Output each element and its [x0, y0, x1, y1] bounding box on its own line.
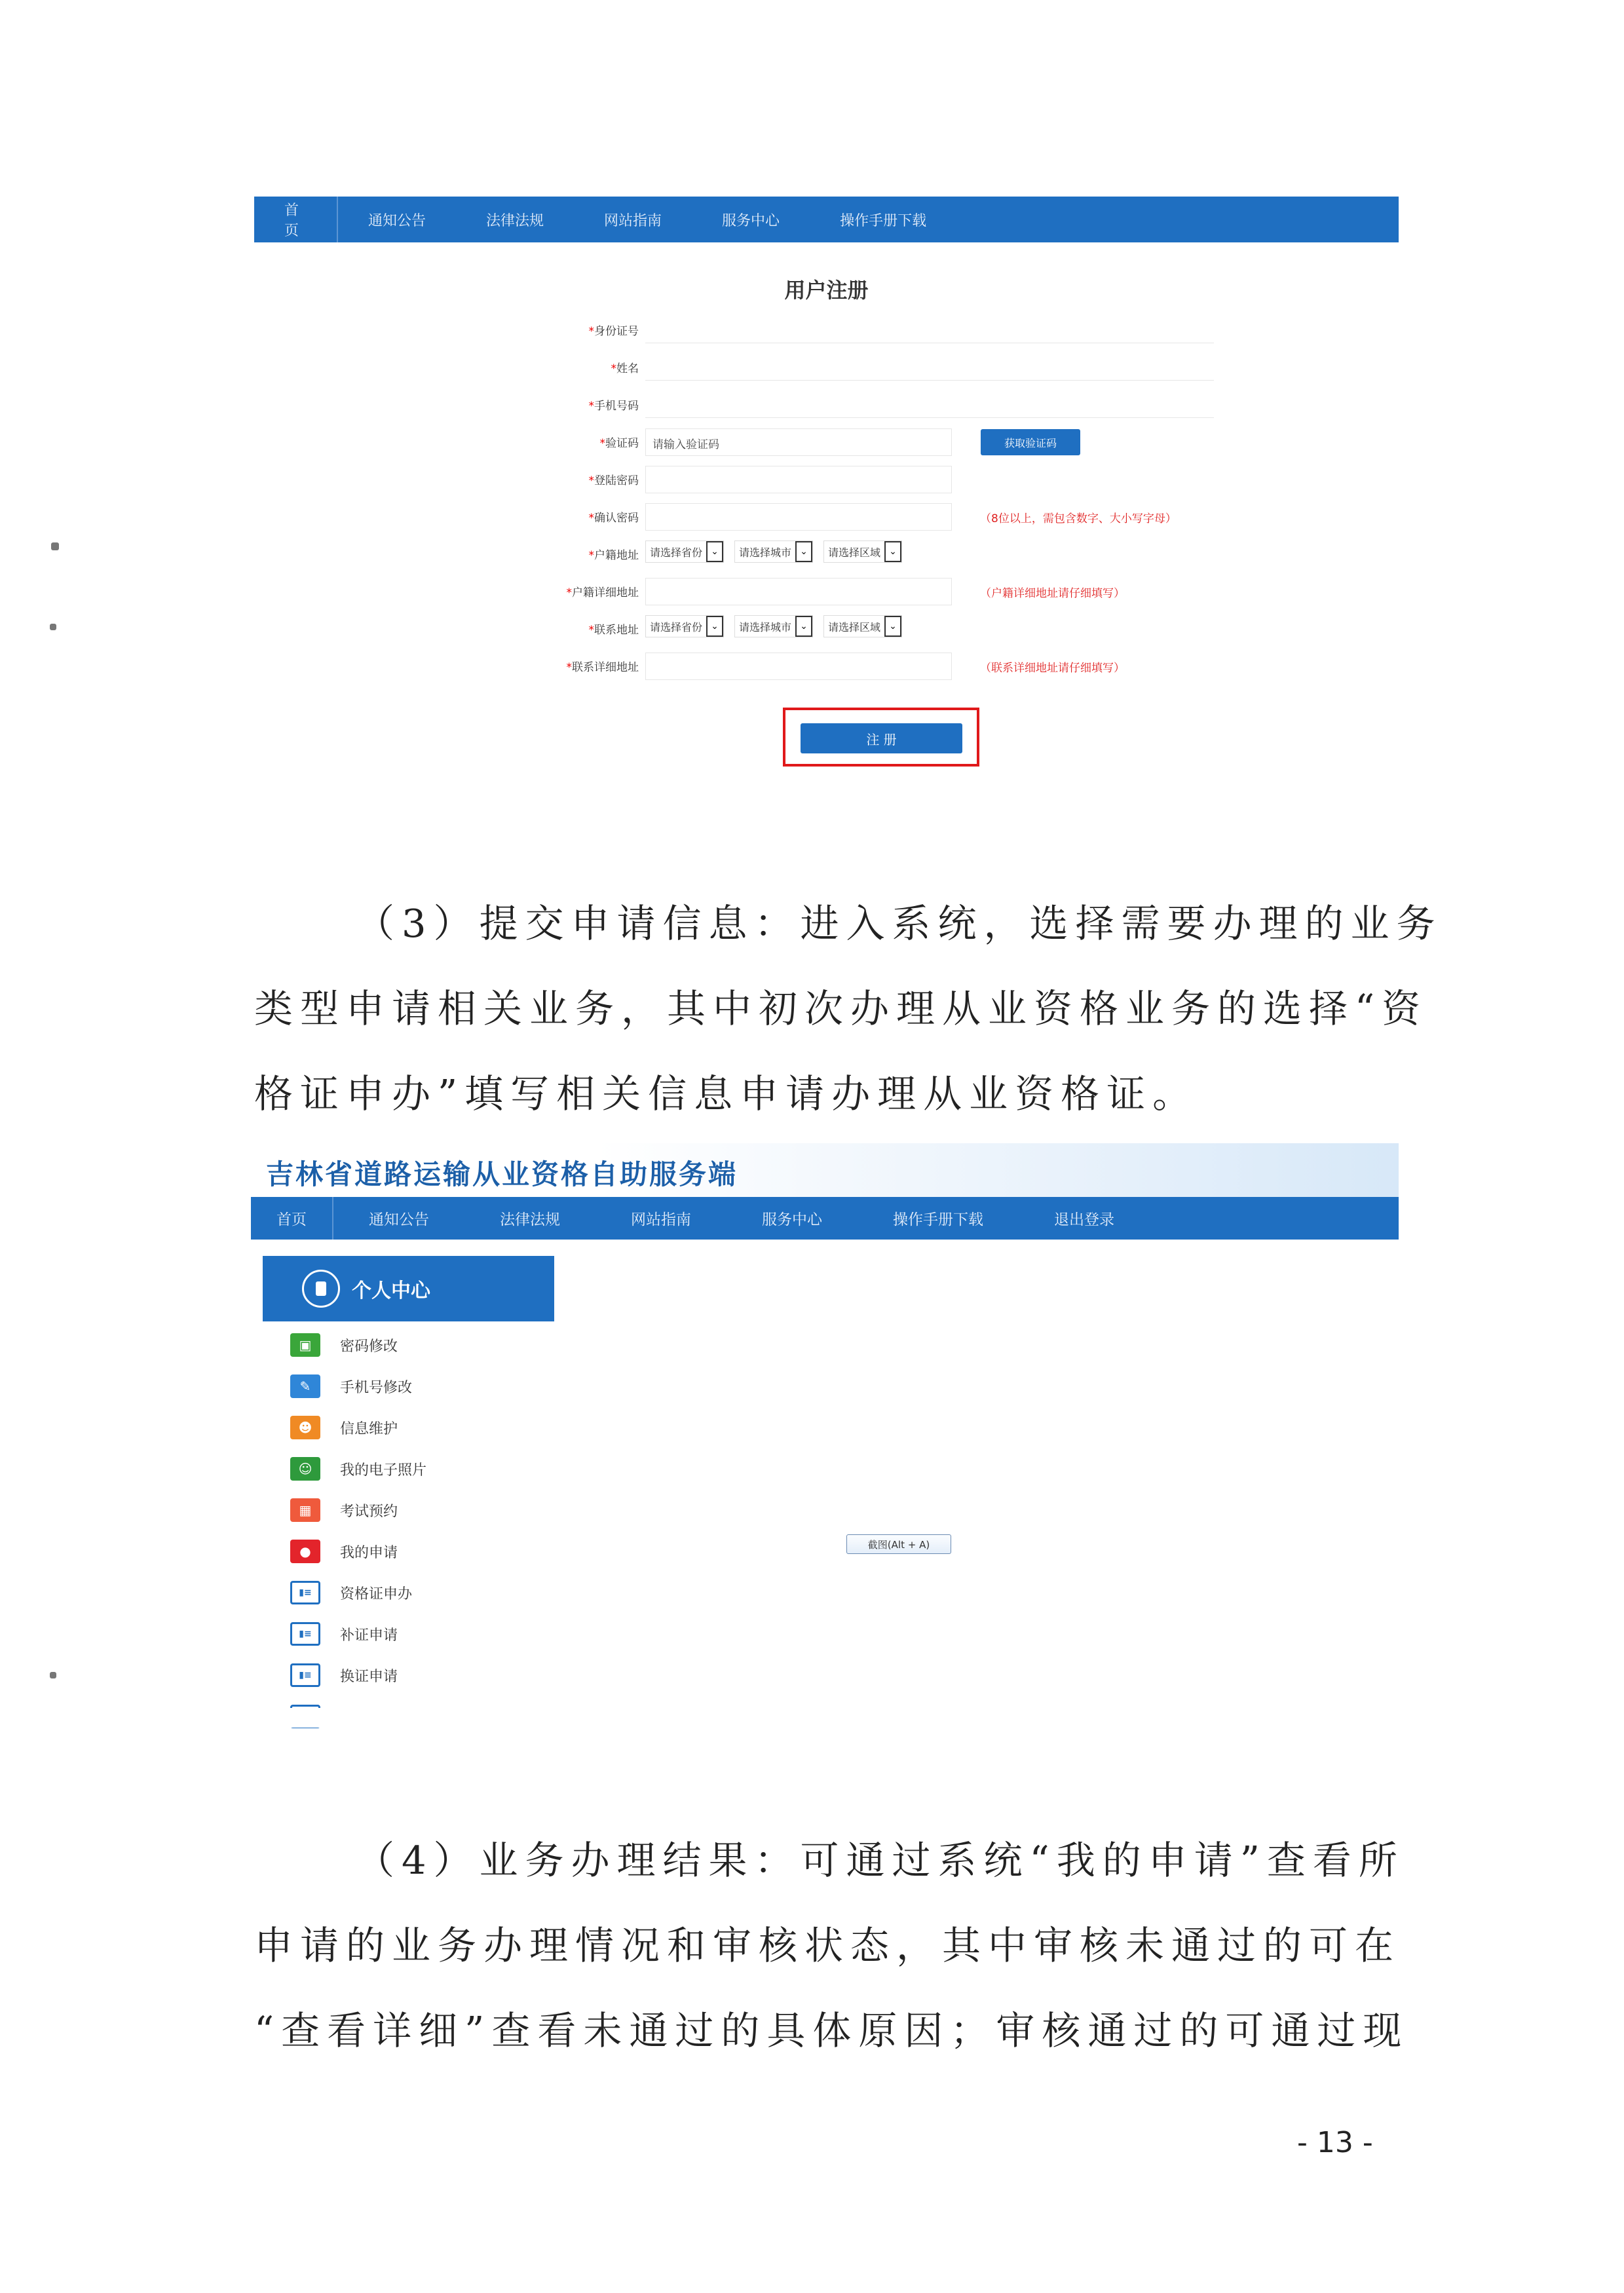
nav-laws[interactable]: 法律法规: [500, 1211, 560, 1228]
id-card-icon: ▮≡: [290, 1663, 320, 1687]
edit-icon: ✎: [290, 1374, 320, 1398]
verification-code-input[interactable]: [645, 428, 952, 456]
district-select[interactable]: 请选择区域 ⌄: [823, 540, 902, 563]
top-nav-bar: [251, 1197, 1399, 1240]
scan-speck: [51, 542, 59, 550]
registration-screenshot: [254, 197, 1399, 786]
field-label: *户籍地址: [588, 549, 639, 562]
household-detail-hint: （户籍详细地址请仔细填写）: [980, 587, 1125, 600]
sidebar-item-label: 密码修改: [340, 1338, 398, 1355]
id-card-icon: ▮≡: [290, 1581, 320, 1604]
form-row-id-number: [254, 316, 1399, 343]
scan-speck: [50, 624, 56, 630]
id-number-input[interactable]: [645, 316, 1214, 343]
sidebar-item-info[interactable]: [290, 1414, 398, 1441]
paragraph-line: 格证申办”填写相关信息申请办理从业资格证。: [254, 1071, 1199, 1116]
paragraph-line: “查看详细”查看未通过的具体原因；审核通过的可通过现: [254, 2008, 1409, 2053]
nav-manual-download[interactable]: 操作手册下载: [840, 212, 927, 229]
nav-notices[interactable]: 通知公告: [368, 212, 426, 229]
form-row-household-detail: [254, 578, 1399, 604]
nav-notices[interactable]: 通知公告: [369, 1211, 429, 1228]
nav-guide[interactable]: 网站指南: [631, 1211, 691, 1228]
nav-service-center[interactable]: 服务中心: [762, 1211, 822, 1228]
form-row-contact-address: [254, 615, 1399, 641]
id-card-icon: ▮≡: [290, 1622, 320, 1646]
bell-icon: ●: [290, 1540, 320, 1563]
sidebar-item-label: 换证申请: [340, 1668, 398, 1685]
district-select[interactable]: 请选择区域 ⌄: [823, 615, 902, 637]
password-hint: （8位以上，需包含数字、大小写字母）: [980, 512, 1177, 525]
sidebar-item-exam[interactable]: [290, 1497, 398, 1523]
sidebar-item-reissue[interactable]: [290, 1621, 398, 1647]
form-row-password: [254, 466, 1399, 492]
name-input[interactable]: [645, 354, 1214, 381]
person-icon: ☺: [290, 1457, 320, 1481]
form-row-contact-detail: [254, 653, 1399, 679]
people-icon: ☻: [290, 1416, 320, 1439]
system-title: 吉林省道路运输从业资格自助服务端: [266, 1158, 738, 1190]
sidebar-item-phone[interactable]: [290, 1373, 412, 1399]
nav-service-center[interactable]: 服务中心: [722, 212, 780, 229]
chevron-down-icon: ⌄: [706, 541, 723, 562]
register-button[interactable]: 注 册: [801, 723, 962, 753]
user-center-icon: [302, 1270, 340, 1308]
nav-home[interactable]: 首页: [251, 1197, 333, 1240]
form-title: 用户注册: [784, 278, 869, 303]
phone-input[interactable]: [645, 391, 1214, 418]
scan-speck: [50, 1672, 56, 1678]
sidebar-item-my-applications[interactable]: [290, 1538, 398, 1564]
chevron-down-icon: ⌄: [884, 616, 901, 637]
confirm-password-input[interactable]: [645, 503, 952, 531]
get-code-button[interactable]: 获取验证码: [981, 429, 1080, 455]
form-row-household-address: [254, 540, 1399, 567]
nav-laws[interactable]: 法律法规: [486, 212, 544, 229]
province-select[interactable]: 请选择省份 ⌄: [645, 615, 724, 637]
page-number: - 13 -: [1297, 2126, 1373, 2159]
field-label: *户籍详细地址: [566, 586, 639, 599]
household-detail-input[interactable]: [645, 578, 952, 605]
sidebar-item-label: 考试预约: [340, 1503, 398, 1520]
field-label: *联系地址: [588, 624, 639, 637]
city-select[interactable]: 请选择城市 ⌄: [734, 540, 813, 563]
form-row-name: [254, 354, 1399, 380]
chevron-down-icon: ⌄: [884, 541, 901, 562]
sidebar-item-label: 资格证申办: [340, 1585, 413, 1602]
field-label: *登陆密码: [588, 474, 639, 487]
contact-detail-input[interactable]: [645, 653, 952, 680]
chevron-down-icon: ⌄: [706, 616, 723, 637]
password-input[interactable]: [645, 466, 952, 493]
sidebar-item-photo[interactable]: [290, 1456, 426, 1482]
nav-guide[interactable]: 网站指南: [604, 212, 662, 229]
sidebar-item-label: 我的电子照片: [340, 1462, 427, 1479]
field-label: *身份证号: [588, 325, 639, 338]
paragraph-line: （4）业务办理结果：可通过系统“我的申请”查看所: [356, 1838, 1405, 1883]
sidebar-item-label: 我的申请: [340, 1544, 398, 1561]
field-label: *联系详细地址: [566, 661, 639, 674]
field-label: *手机号码: [588, 400, 639, 413]
calendar-icon: ▦: [290, 1498, 320, 1522]
personal-center-header[interactable]: [263, 1256, 554, 1321]
nav-logout[interactable]: 退出登录: [1054, 1211, 1114, 1228]
lock-icon: ▣: [290, 1333, 320, 1357]
paragraph-line: （3）提交申请信息：进入系统，选择需要办理的业务: [356, 901, 1443, 946]
sidebar-item-password[interactable]: [290, 1332, 398, 1358]
chevron-down-icon: ⌄: [795, 616, 812, 637]
crop-edge: [251, 1708, 1399, 1728]
field-label: *确认密码: [588, 512, 639, 525]
paragraph-step-4: [254, 1818, 1407, 2074]
nav-manual-download[interactable]: 操作手册下载: [893, 1211, 983, 1228]
portal-screenshot: [251, 1143, 1399, 1720]
form-row-verification-code: [254, 428, 1399, 455]
verification-code-placeholder: 请输入验证码: [652, 438, 719, 451]
contact-detail-hint: （联系详细地址请仔细填写）: [980, 662, 1125, 675]
paragraph-line: 类型申请相关业务，其中初次办理从业资格业务的选择“资: [254, 986, 1428, 1031]
form-row-confirm-password: [254, 503, 1399, 529]
province-select[interactable]: 请选择省份 ⌄: [645, 540, 724, 563]
sidebar-item-label: 信息维护: [340, 1420, 398, 1437]
sidebar-item-renewal[interactable]: [290, 1662, 398, 1688]
screenshot-tooltip: 截图(Alt + A): [846, 1534, 951, 1554]
chevron-down-icon: ⌄: [795, 541, 812, 562]
field-label: *验证码: [599, 437, 639, 450]
sidebar-item-certificate-apply[interactable]: [290, 1580, 412, 1606]
top-nav-bar: [254, 197, 1399, 242]
paragraph-line: 申请的业务办理情况和审核状态，其中审核未通过的可在: [254, 1923, 1401, 1968]
form-row-phone: [254, 391, 1399, 417]
nav-home[interactable]: 首页: [254, 197, 338, 242]
field-label: *姓名: [611, 362, 639, 375]
city-select[interactable]: 请选择城市 ⌄: [734, 615, 813, 637]
register-highlight-box: [783, 708, 979, 767]
sidebar-item-label: 补证申请: [340, 1627, 398, 1644]
personal-center-label: 个人中心: [352, 1279, 430, 1302]
sidebar-item-label: 手机号修改: [340, 1379, 413, 1396]
paragraph-step-3: [254, 881, 1443, 1137]
